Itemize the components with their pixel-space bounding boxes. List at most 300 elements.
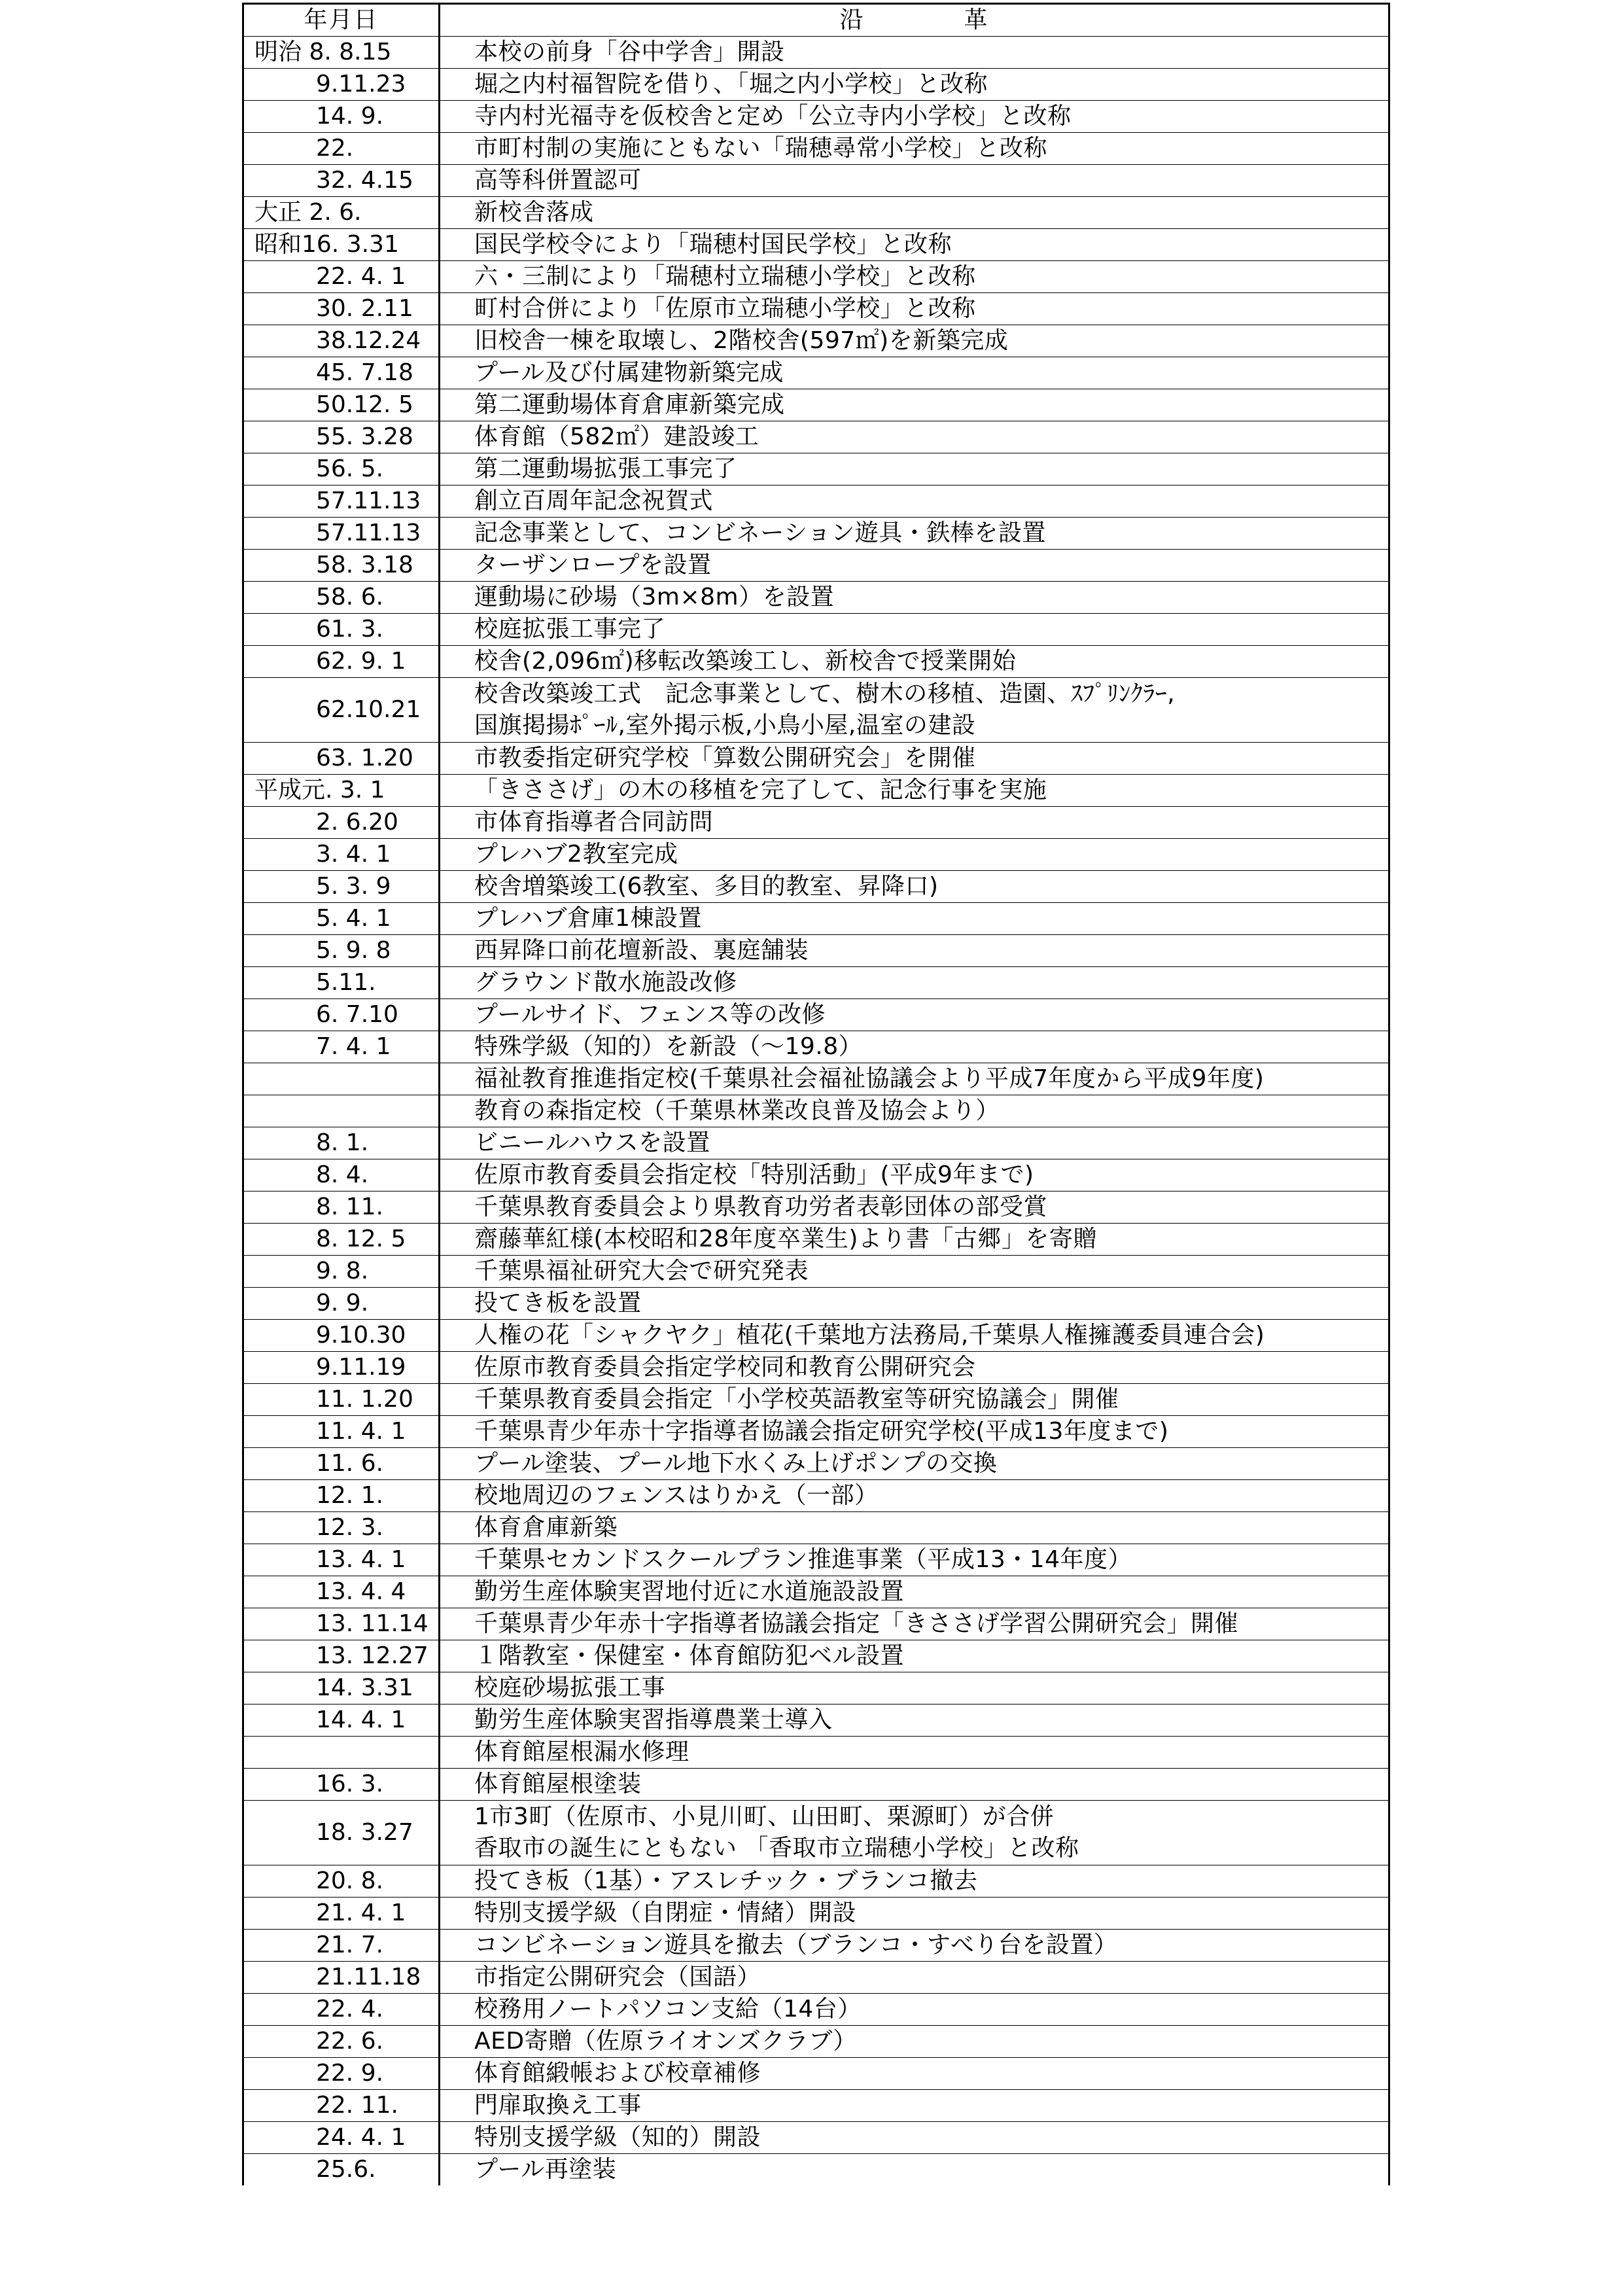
date-cell	[243, 678, 440, 743]
event-cell	[440, 1898, 1389, 1930]
table-row	[243, 1544, 1389, 1576]
date-text: 3. 4. 1	[316, 841, 391, 868]
event-text: 運動場に砂場（3m×8m）を設置	[474, 584, 835, 610]
table-row	[243, 69, 1389, 101]
event-cell	[440, 518, 1389, 550]
event-cell	[440, 1704, 1389, 1737]
table-row	[243, 1384, 1389, 1416]
date-text: 5. 4. 1	[316, 905, 391, 932]
event-text: 校庭拡張工事完了	[474, 616, 666, 643]
date-cell	[243, 1031, 440, 1063]
event-cell	[440, 678, 1389, 743]
event-text: プール及び付属建物新築完成	[474, 359, 784, 386]
table-row	[243, 325, 1389, 357]
date-text: 11. 4. 1	[316, 1418, 406, 1445]
event-cell	[440, 614, 1389, 646]
table-row	[243, 775, 1389, 807]
event-cell	[440, 903, 1389, 935]
date-text: 14. 9.	[316, 103, 384, 130]
table-row	[243, 903, 1389, 935]
event-text: 千葉県教育委員会より県教育功労者表彰団体の部受賞	[474, 1193, 1048, 1220]
date-text: 16. 3.	[316, 1771, 384, 1797]
date-text: 8. 12. 5	[316, 1226, 406, 1252]
date-text: 22. 6.	[316, 2028, 384, 2055]
event-text: 市町村制の実施にともない「瑞穂尋常小学校」と改称	[474, 135, 1048, 162]
event-cell	[440, 1224, 1389, 1256]
event-cell	[440, 1352, 1389, 1384]
event-cell	[440, 871, 1389, 903]
event-cell	[440, 101, 1389, 133]
date-cell	[243, 518, 440, 550]
date-cell	[243, 453, 440, 486]
event-cell	[440, 1416, 1389, 1448]
date-cell	[243, 1352, 440, 1384]
date-cell	[243, 357, 440, 389]
event-cell	[440, 453, 1389, 486]
date-text: 22. 4.	[316, 1996, 384, 2022]
date-text: 2. 6.20	[316, 809, 398, 836]
event-text: 体育館（582㎡）建設竣工	[474, 423, 759, 450]
date-cell	[243, 1095, 440, 1127]
date-text: 13. 11.14	[316, 1610, 428, 1637]
event-text: 体育館屋根塗装	[474, 1771, 642, 1797]
table-row	[243, 2122, 1389, 2154]
event-cell	[440, 2058, 1389, 2090]
event-text: 第二運動場体育倉庫新築完成	[474, 391, 785, 418]
date-text: 8. 4.	[316, 1161, 369, 1188]
event-text: 千葉県教育委員会指定「小学校英語教室等研究協議会」開催	[474, 1386, 1119, 1413]
date-cell	[243, 1801, 440, 1865]
event-cell	[440, 2154, 1389, 2186]
date-cell	[243, 1640, 440, 1672]
date-cell	[243, 1256, 440, 1288]
date-text: 11. 6.	[316, 1450, 384, 1477]
event-text: 校舎(2,096㎡)移転改築竣工し、新校舎で授業開始	[474, 648, 1017, 675]
date-text: 18. 3.27	[316, 1819, 413, 1846]
event-text: ターザンロープを設置	[474, 552, 712, 578]
date-text: 12. 3.	[316, 1514, 384, 1541]
table-row	[243, 1416, 1389, 1448]
date-cell	[243, 293, 440, 325]
date-text: 14. 3.31	[316, 1674, 413, 1701]
event-cell	[440, 743, 1389, 775]
date-column-header: 年月日	[243, 4, 440, 37]
event-cell	[440, 839, 1389, 871]
date-text: 58. 6.	[316, 584, 384, 610]
event-cell	[440, 999, 1389, 1031]
event-text: 佐原市教育委員会指定学校同和教育公開研究会	[474, 1354, 976, 1381]
date-text: 9.11.23	[316, 71, 406, 97]
date-cell	[243, 69, 440, 101]
date-text: 20. 8.	[316, 1867, 384, 1894]
date-text: 58. 3.18	[316, 552, 413, 578]
event-cell	[440, 1288, 1389, 1320]
date-cell	[243, 261, 440, 293]
event-text: 記念事業として、コンビネーション遊具・鉄棒を設置	[474, 520, 1046, 546]
event-text: 国旗掲揚ﾎﾟｰﾙ,室外掲示板,小鳥小屋,温室の建設	[474, 712, 976, 739]
table-row	[243, 646, 1389, 678]
date-text: 57.11.13	[316, 520, 421, 546]
date-text: 5.11.	[316, 969, 376, 996]
event-cell	[440, 165, 1389, 197]
table-row	[243, 2090, 1389, 2122]
event-text: 千葉県青少年赤十字指導者協議会指定「きささげ学習公開研究会」開催	[474, 1610, 1239, 1637]
event-cell	[440, 1448, 1389, 1480]
event-cell	[440, 1480, 1389, 1512]
event-text: 投てき板を設置	[474, 1290, 642, 1316]
event-text: 西昇降口前花壇新設、裏庭舗装	[474, 937, 809, 964]
table-row	[243, 1031, 1389, 1063]
table-row	[243, 261, 1389, 293]
table-row	[243, 1769, 1389, 1801]
event-text: 特殊学級（知的）を新設（～19.8）	[474, 1033, 863, 1060]
date-cell	[243, 807, 440, 839]
date-cell	[243, 839, 440, 871]
date-cell	[243, 743, 440, 775]
event-cell	[440, 37, 1389, 69]
date-text: 21. 7.	[316, 1932, 384, 1958]
date-cell	[243, 871, 440, 903]
event-text: 福祉教育推進指定校(千葉県社会福祉協議会より平成7年度から平成9年度)	[474, 1065, 1265, 1092]
event-text: プレハブ倉庫1棟設置	[474, 905, 702, 932]
event-text: 六・三制により「瑞穂村立瑞穂小学校」と改称	[474, 263, 976, 290]
event-text: 千葉県セカンドスクールプラン推進事業（平成13・14年度）	[474, 1546, 1132, 1573]
event-text: 校庭砂場拡張工事	[474, 1674, 666, 1701]
event-text: AED寄贈（佐原ライオンズクラブ）	[474, 2028, 857, 2055]
event-text: 勤労生産体験実習指導農業士導入	[474, 1706, 833, 1733]
date-text: 8. 1.	[316, 1129, 369, 1156]
table-row	[243, 807, 1389, 839]
date-text: 平成元. 3. 1	[254, 777, 385, 804]
event-cell	[440, 1962, 1389, 1994]
table-row	[243, 229, 1389, 261]
date-cell	[243, 1063, 440, 1095]
table-row	[243, 1224, 1389, 1256]
event-text: 千葉県青少年赤十字指導者協議会指定研究学校(平成13年度まで)	[474, 1418, 1169, 1445]
event-cell	[440, 133, 1389, 165]
table-row	[243, 1608, 1389, 1640]
event-text: 本校の前身「谷中学舎」開設	[474, 39, 785, 65]
event-cell	[440, 1095, 1389, 1127]
event-cell	[440, 1192, 1389, 1224]
table-row	[243, 582, 1389, 614]
date-text: 12. 1.	[316, 1482, 384, 1509]
table-row	[243, 871, 1389, 903]
event-cell	[440, 1512, 1389, 1544]
table-row	[243, 999, 1389, 1031]
event-text: プール再塗装	[474, 2156, 617, 2183]
event-cell	[440, 1930, 1389, 1962]
date-cell	[243, 389, 440, 421]
table-row	[243, 1640, 1389, 1672]
date-text: 32. 4.15	[316, 167, 413, 194]
date-cell	[243, 903, 440, 935]
table-row	[243, 1448, 1389, 1480]
date-text: 9.10.30	[316, 1322, 406, 1349]
date-cell	[243, 486, 440, 518]
table-row	[243, 293, 1389, 325]
date-cell	[243, 1930, 440, 1962]
table-row	[243, 389, 1389, 421]
table-row	[243, 357, 1389, 389]
event-cell	[440, 1256, 1389, 1288]
date-cell	[243, 935, 440, 967]
event-cell	[440, 775, 1389, 807]
date-cell	[243, 1672, 440, 1704]
table-row	[243, 197, 1389, 229]
date-text: 14. 4. 1	[316, 1706, 406, 1733]
event-cell	[440, 1159, 1389, 1192]
event-text: 国民学校令により「瑞穂村国民学校」と改称	[474, 231, 952, 258]
table-row	[243, 1320, 1389, 1352]
event-text: 校務用ノートパソコン支給（14台）	[474, 1996, 862, 2022]
event-cell	[440, 1544, 1389, 1576]
date-text: 21. 4. 1	[316, 1899, 406, 1926]
date-text: 8. 11.	[316, 1193, 384, 1220]
table-row	[243, 453, 1389, 486]
event-text: 体育倉庫新築	[474, 1514, 618, 1541]
date-cell	[243, 1994, 440, 2026]
date-text: 22. 11.	[316, 2092, 398, 2119]
table-row	[243, 1512, 1389, 1544]
table-row	[243, 421, 1389, 453]
date-text: 明治 8. 8.15	[254, 39, 392, 65]
event-cell	[440, 1063, 1389, 1095]
event-cell	[440, 1031, 1389, 1063]
event-text: 町村合併により「佐原市立瑞穂小学校」と改称	[474, 295, 976, 322]
date-text: 9.11.19	[316, 1354, 406, 1381]
table-row	[243, 678, 1389, 743]
event-cell	[440, 389, 1389, 421]
table-row	[243, 550, 1389, 582]
date-cell	[243, 967, 440, 999]
date-cell	[243, 2122, 440, 2154]
event-cell	[440, 1994, 1389, 2026]
event-text: 第二運動場拡張工事完了	[474, 455, 737, 482]
table-row	[243, 518, 1389, 550]
event-cell	[440, 2090, 1389, 2122]
date-cell	[243, 1448, 440, 1480]
event-cell	[440, 293, 1389, 325]
event-text: 体育館緞帳および校章補修	[474, 2060, 761, 2087]
table-row	[243, 101, 1389, 133]
event-cell	[440, 197, 1389, 229]
table-row	[243, 1898, 1389, 1930]
date-text: 22. 4. 1	[316, 263, 406, 290]
history-table	[242, 3, 1390, 2185]
date-cell	[243, 1865, 440, 1898]
table-row	[243, 614, 1389, 646]
date-text: 13. 4. 4	[316, 1578, 406, 1605]
event-cell	[440, 1737, 1389, 1769]
date-cell	[243, 1737, 440, 1769]
date-cell	[243, 1898, 440, 1930]
event-text: 人権の花「シャクヤク」植花(千葉地方法務局,千葉県人権擁護委員連合会)	[474, 1322, 1265, 1349]
event-text: 校舎増築竣工(6教室、多目的教室、昇降口)	[474, 873, 939, 900]
event-cell	[440, 935, 1389, 967]
date-cell	[243, 1480, 440, 1512]
event-text: ビニールハウスを設置	[474, 1129, 710, 1156]
date-cell	[243, 1704, 440, 1737]
event-cell	[440, 582, 1389, 614]
event-cell	[440, 1608, 1389, 1640]
event-text: 香取市の誕生にともない 「香取市立瑞穂小学校」と改称	[474, 1835, 1079, 1862]
table-row	[243, 133, 1389, 165]
event-text: 投てき板（1基）・アスレチック・ブランコ撤去	[474, 1867, 978, 1894]
event-text: グラウンド散水施設改修	[474, 969, 737, 996]
event-text: 市体育指導者合同訪問	[474, 809, 714, 836]
table-row	[243, 1288, 1389, 1320]
event-text: 校地周辺のフェンスはりかえ（一部）	[474, 1482, 879, 1509]
date-text: 昭和16. 3.31	[254, 231, 399, 258]
event-cell	[440, 421, 1389, 453]
date-cell	[243, 1159, 440, 1192]
date-cell	[243, 1769, 440, 1801]
table-row	[243, 37, 1389, 69]
event-text: 体育館屋根漏水修理	[474, 1739, 689, 1765]
date-text: 55. 3.28	[316, 423, 413, 450]
table-row	[243, 2026, 1389, 2058]
table-row	[243, 2154, 1389, 2186]
event-text: 創立百周年記念祝賀式	[474, 487, 714, 514]
date-cell	[243, 1224, 440, 1256]
date-text: 62. 9. 1	[316, 648, 406, 675]
event-text: 勤労生産体験実習地付近に水道施設設置	[474, 1578, 905, 1605]
history-column-header: 沿 革	[440, 4, 1389, 37]
date-cell	[243, 101, 440, 133]
event-cell	[440, 967, 1389, 999]
date-cell	[243, 421, 440, 453]
event-cell	[440, 1384, 1389, 1416]
date-text: 6. 7.10	[316, 1001, 398, 1028]
date-cell	[243, 1127, 440, 1159]
event-cell	[440, 2026, 1389, 2058]
event-text: 齋藤華紅様(本校昭和28年度卒業生)より書「古郷」を寄贈	[474, 1226, 1097, 1252]
event-text: 特別支援学級（自閉症・情緒）開設	[474, 1899, 857, 1926]
event-text: 門扉取換え工事	[474, 2092, 642, 2119]
date-cell	[243, 1192, 440, 1224]
event-text: 校舎改築竣工式 記念事業として、樹木の移植、造園、ｽﾌﾟﾘﾝｸﾗｰ,	[474, 680, 1176, 707]
date-cell	[243, 775, 440, 807]
table-row	[243, 1865, 1389, 1898]
table-row	[243, 839, 1389, 871]
date-text: 38.12.24	[316, 327, 421, 354]
date-text: 9. 9.	[316, 1290, 369, 1316]
table-row	[243, 935, 1389, 967]
date-cell	[243, 550, 440, 582]
date-text: 9. 8.	[316, 1258, 369, 1284]
date-text: 50.12. 5	[316, 391, 413, 418]
table-row	[243, 967, 1389, 999]
date-text: 5. 3. 9	[316, 873, 391, 900]
table-row	[243, 1704, 1389, 1737]
event-text: コンビネーション遊具を撤去（ブランコ・すべり台を設置）	[474, 1932, 1118, 1958]
table-row	[243, 1352, 1389, 1384]
table-row	[243, 486, 1389, 518]
event-text: 寺内村光福寺を仮校舎と定め「公立寺内小学校」と改称	[474, 103, 1072, 130]
event-cell	[440, 1320, 1389, 1352]
event-cell	[440, 1865, 1389, 1898]
event-text: 1市3町（佐原市、小見川町、山田町、栗源町）が合併	[474, 1803, 1055, 1830]
event-cell	[440, 1576, 1389, 1608]
event-cell	[440, 229, 1389, 261]
date-text: 21.11.18	[316, 1964, 421, 1990]
event-text: 「きささげ」の木の移植を完了して、記念行事を実施	[474, 777, 1047, 804]
table-row	[243, 1672, 1389, 1704]
event-cell	[440, 1769, 1389, 1801]
table-row	[243, 1256, 1389, 1288]
table-row	[243, 1480, 1389, 1512]
date-text: 25.6.	[316, 2156, 376, 2183]
date-cell	[243, 2026, 440, 2058]
event-cell	[440, 550, 1389, 582]
date-text: 11. 1.20	[316, 1386, 413, 1413]
event-text: 市教委指定研究学校「算数公開研究会」を開催	[474, 745, 976, 771]
date-text: 56. 5.	[316, 455, 384, 482]
event-cell	[440, 646, 1389, 678]
date-text: 13. 4. 1	[316, 1546, 406, 1573]
date-cell	[243, 1416, 440, 1448]
date-cell	[243, 2090, 440, 2122]
date-cell	[243, 165, 440, 197]
date-text: 5. 9. 8	[316, 937, 391, 964]
event-text: 佐原市教育委員会指定校「特別活動」(平成9年まで)	[474, 1161, 1034, 1188]
table-row	[243, 1127, 1389, 1159]
date-cell	[243, 646, 440, 678]
date-cell	[243, 133, 440, 165]
date-cell	[243, 1608, 440, 1640]
event-cell	[440, 807, 1389, 839]
header-row	[243, 4, 1389, 37]
event-text: 新校舎落成	[474, 199, 594, 226]
event-cell	[440, 261, 1389, 293]
date-cell	[243, 2154, 440, 2186]
date-text: 7. 4. 1	[316, 1033, 391, 1060]
event-cell	[440, 2122, 1389, 2154]
date-cell	[243, 1320, 440, 1352]
event-text: 高等科併置認可	[474, 167, 642, 194]
table-row	[243, 1192, 1389, 1224]
event-text: 市指定公開研究会（国語）	[474, 1964, 761, 1990]
date-text: 大正 2. 6.	[254, 199, 362, 226]
table-row	[243, 1576, 1389, 1608]
date-cell	[243, 614, 440, 646]
date-text: 62.10.21	[316, 696, 421, 723]
date-cell	[243, 1384, 440, 1416]
date-text: 13. 12.27	[316, 1642, 428, 1669]
date-cell	[243, 2058, 440, 2090]
date-cell	[243, 1288, 440, 1320]
date-text: 57.11.13	[316, 487, 421, 514]
event-cell	[440, 357, 1389, 389]
event-text: プレハブ2教室完成	[474, 841, 678, 868]
event-text: プールサイド、フェンス等の改修	[474, 1001, 826, 1028]
date-cell	[243, 37, 440, 69]
date-text: 24. 4. 1	[316, 2124, 406, 2151]
date-text: 22.	[316, 135, 354, 162]
table-row	[243, 165, 1389, 197]
table-row	[243, 1737, 1389, 1769]
event-text: １階教室・保健室・体育館防犯ベル設置	[474, 1642, 905, 1669]
event-cell	[440, 1801, 1389, 1865]
date-cell	[243, 1962, 440, 1994]
event-text: 特別支援学級（知的）開設	[474, 2124, 761, 2151]
table-row	[243, 743, 1389, 775]
event-text: プール塗装、プール地下水くみ上げポンプの交換	[474, 1450, 998, 1477]
date-cell	[243, 582, 440, 614]
table-row	[243, 1095, 1389, 1127]
table-row	[243, 2058, 1389, 2090]
